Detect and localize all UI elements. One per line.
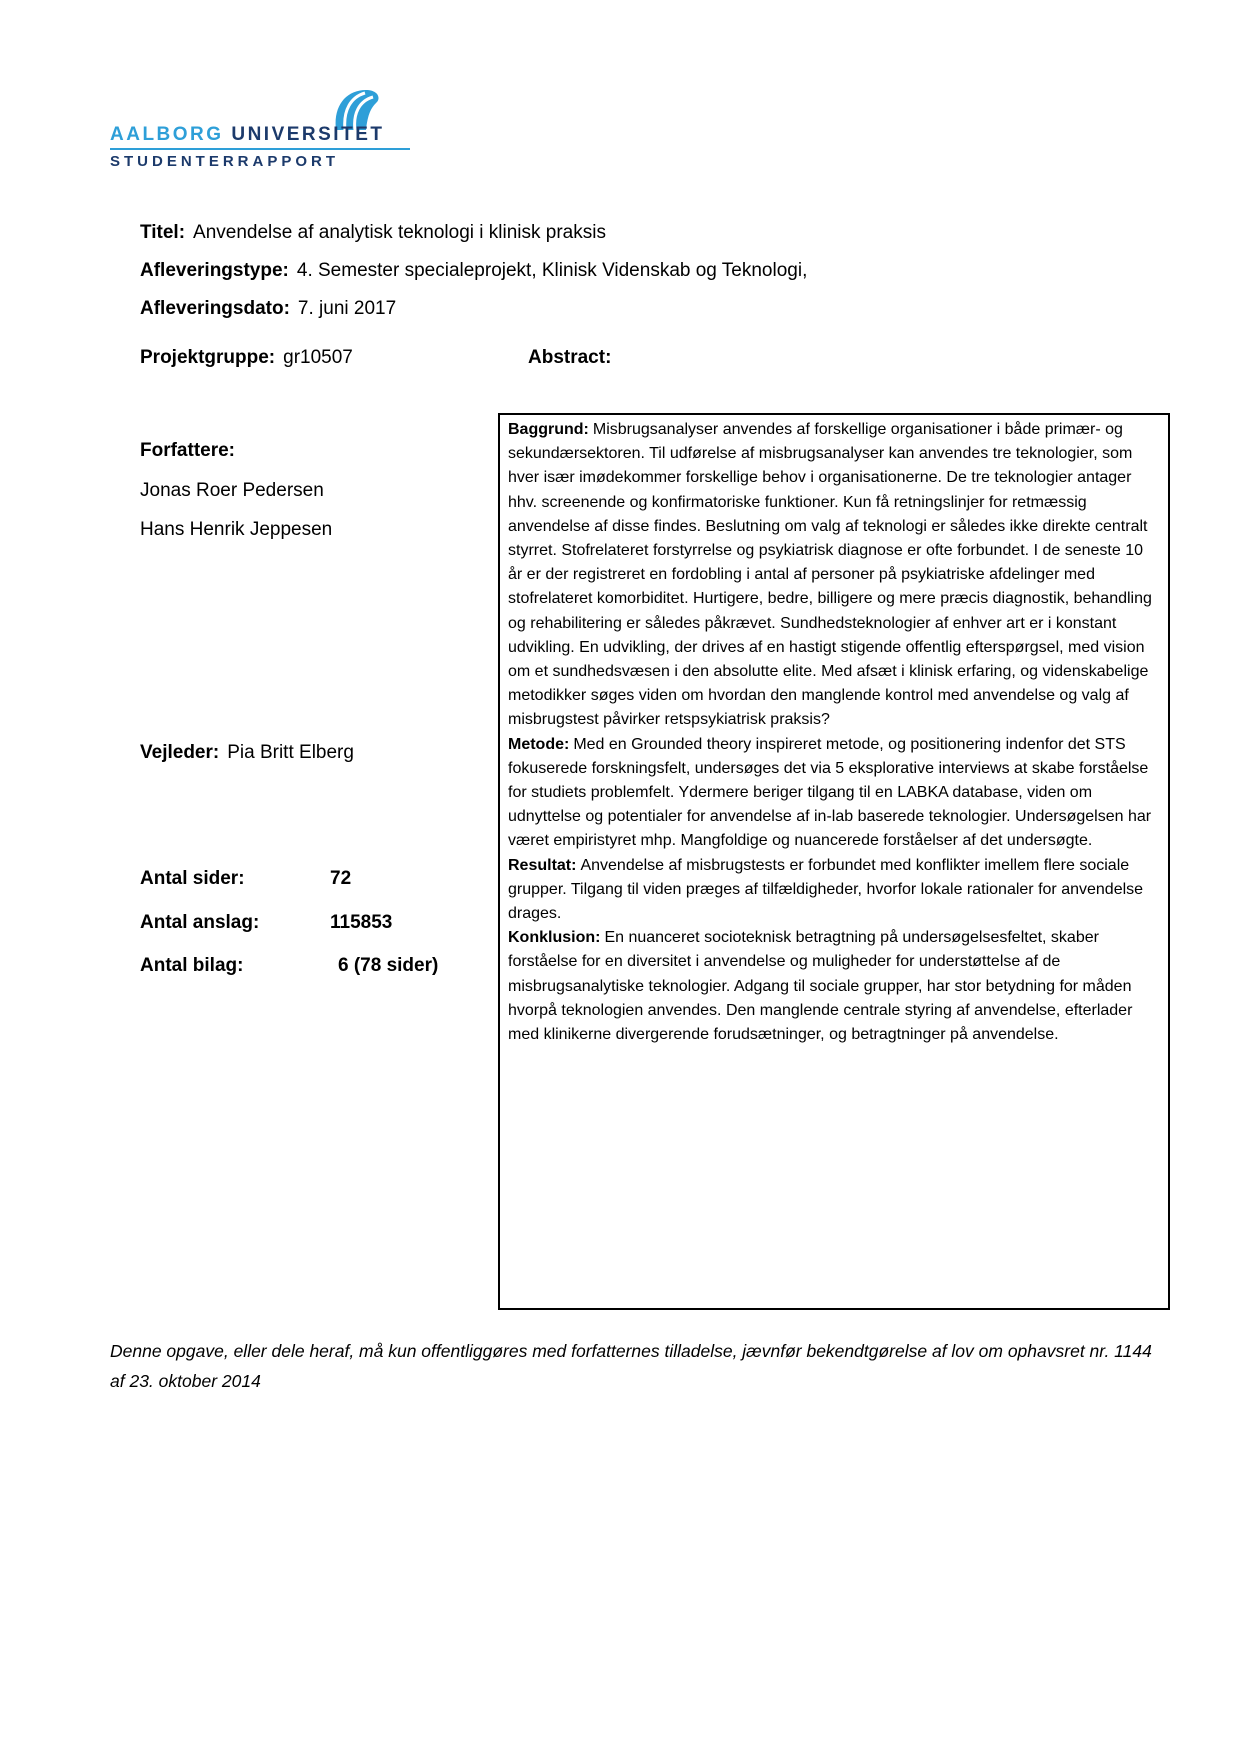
- abstract-baggrund: [508, 418, 1160, 733]
- abstract-konklusion: [508, 926, 1160, 1047]
- abstract-resultat-text: Anvendelse af misbrugstests er forbundet med konflikter imellem flere sociale grupper. Tilgang til viden præges af tilfældigheder, hvorfor lokale rationaler for anvendelse drages.: [508, 856, 1144, 923]
- field-vejleder-label: Vejleder:: [140, 742, 220, 763]
- field-titel: [140, 222, 606, 244]
- abstract-baggrund-text: Misbrugsanalyser anvendes af forskellige organisationer i både primær- og sekundærsektoren. Til udførelse af misbrugsanalyser kan anvendes tre teknologier, som hver især imødekommer forskellige behov i organisationerne. De tre teknologier antager hhv. screenende og konfirmatoriske funktioner. Kun få retningslinjer for retmæssig anvendelse af disse findes. Beslutning om valg af teknologi er således ikke direkte centralt styrret. Stofrelateret forstyrrelse og psykiatrisk diagnose er ofte forbundet. I de seneste 10 år er der registreret en fordobling i antal af personer på psykiatriske afdelinger med stofrelateret komorbiditet. Hurtigere, bedre, billigere og mere præcis diagnostik, behandling og rehabilitering er således påkrævet. Sundhedsteknologier af enhver art er i konstant udvikling. En udvikling, der drives af en hastigt stigende offentlig efterspørgsel, med vision om et sundhedsvæsen i den absolutte elite. Med afsæt i klinisk erfaring, og videnskabelige metodikker søges viden om hvordan den manglende kontrol med anvendelse og valg af misbrugstest påvirker retspsykiatrisk praksis?: [508, 421, 1152, 729]
- logo-text-studenterrapport: STUDENTERRAPPORT: [110, 153, 340, 170]
- abstract-konklusion-label: Konklusion:: [508, 929, 601, 947]
- abstract-metode-label: Metode:: [508, 735, 570, 753]
- field-titel-label: Titel:: [140, 222, 186, 243]
- abstract-resultat-label: Resultat:: [508, 856, 577, 874]
- field-titel-value: Anvendelse af analytisk teknologi i klinisk praksis: [193, 222, 606, 243]
- stat-antal-anslag-value: 115853: [330, 912, 393, 933]
- logo-text-universitet: UNIVERSITET: [231, 124, 385, 145]
- field-afleveringsdato-label: Afleveringsdato:: [140, 298, 290, 319]
- stat-antal-sider-value: 72: [330, 868, 352, 889]
- stat-antal-anslag-label: Antal anslag:: [140, 912, 260, 933]
- logo-university-name: [110, 124, 384, 146]
- abstract-konklusion-text: En nuanceret socioteknisk betragtning på undersøgelsesfeltet, skaber forståelse for en diversitet i anvendelse og muligheder for understøttelse af de misbrugsanalytiske teknologier. Adgang til sociale grupper, har stor betydning for måden hvorpå teknologien anvendes. Den manglende centrale styring af anvendelse, efterlader med klinikerne divergerende forudsætninger, og betragtninger på anvendelse.: [508, 929, 1133, 1044]
- field-afleveringsdato: [140, 298, 396, 320]
- stat-antal-bilag-value: 6 (78 sider): [338, 955, 439, 976]
- abstract-metode: [508, 733, 1160, 854]
- field-afleveringsdato-value: 7. juni 2017: [297, 298, 397, 319]
- abstract-baggrund-label: Baggrund:: [508, 421, 589, 438]
- author-name-2: Hans Henrik Jeppesen: [140, 519, 333, 540]
- stat-antal-sider-label: Antal sider:: [140, 868, 245, 889]
- logo-text-aalborg: AALBORG: [110, 124, 224, 145]
- field-afleveringstype-label: Afleveringstype:: [140, 260, 289, 281]
- field-afleveringstype: [140, 260, 807, 282]
- abstract-heading: Abstract:: [528, 347, 612, 368]
- field-vejleder: [140, 742, 354, 764]
- authors-heading: Forfattere:: [140, 440, 236, 461]
- stat-antal-bilag-label: Antal bilag:: [140, 955, 244, 976]
- field-afleveringstype-value: 4. Semester specialeprojekt, Klinisk Videnskab og Teknologi,: [296, 260, 808, 281]
- abstract-box: [498, 413, 1170, 1310]
- field-vejleder-value: Pia Britt Elberg: [227, 742, 354, 763]
- copyright-note: Denne opgave, eller dele heraf, må kun offentliggøres med forfatternes tilladelse, jævnfør bekendtgørelse af lov om ophavsret nr. 1144 af 23. oktober 2014: [110, 1341, 1152, 1391]
- field-projektgruppe: [140, 347, 353, 369]
- logo-underline: [110, 148, 410, 150]
- abstract-resultat: [508, 854, 1160, 927]
- field-projektgruppe-value: gr10507: [283, 347, 353, 368]
- abstract-metode-text: Med en Grounded theory inspireret metode, og positionering indenfor det STS fokuserede forskningsfelt, undersøges det via 5 eksplorative interviews at skabe forståelse for studiets problemfelt. Ydermere beriger tilgang til en LABKA database, viden om udnyttelse og potentialer for anvendelse af in-lab baserede teknologier. Undersøgelsen har været empiristyret mhp. Mangfoldige og nuancerede forståelser af det undersøgte.: [508, 735, 1152, 850]
- author-name-1: Jonas Roer Pedersen: [140, 480, 324, 501]
- field-projektgruppe-label: Projektgruppe:: [140, 347, 276, 368]
